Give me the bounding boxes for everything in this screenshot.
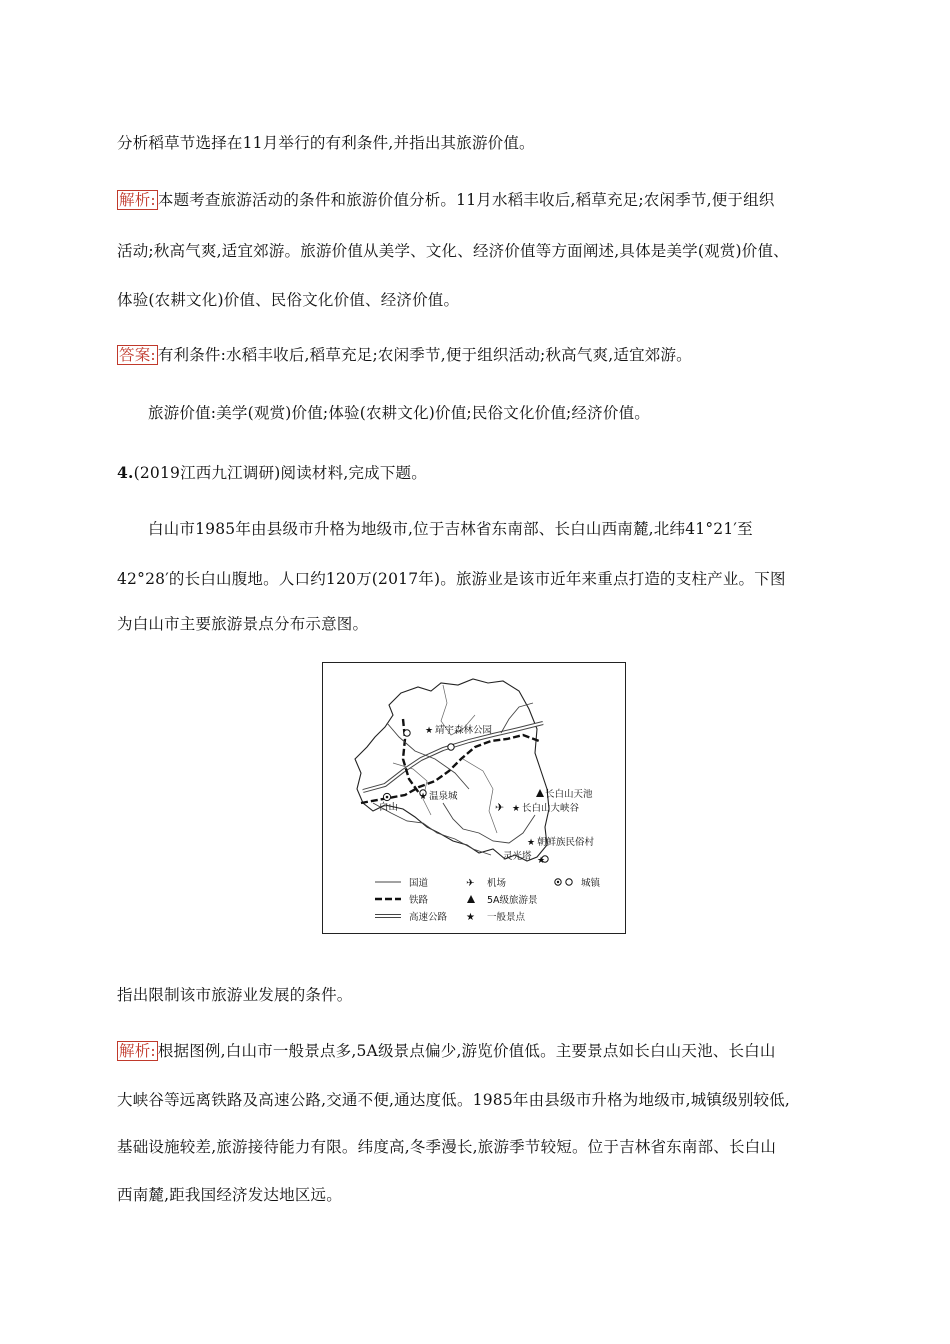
county-line — [393, 763, 431, 815]
q4-analysis-line-1 — [117, 1039, 776, 1061]
analysis-tag: 解析: — [119, 191, 156, 209]
spot-icon: ★ — [537, 856, 546, 866]
legend-5a-icon — [467, 895, 475, 903]
town — [448, 744, 454, 750]
label-tianchi: 长白山天池 — [545, 789, 593, 800]
analysis-text: 本题考查旅游活动的条件和旅游价值分析。11月水稻丰收后,稻草充足;农闲季节,便于组织 — [157, 191, 775, 209]
legend-scenic-5a: 5A级旅游景 — [487, 895, 538, 906]
q3-analysis-line-3: 体验(农耕文化)价值、民俗文化价值、经济价值。 — [117, 291, 460, 309]
q4-number: 4. — [117, 463, 134, 482]
spot-icon: ★ — [512, 804, 521, 814]
map-svg — [323, 663, 625, 933]
answer-text: 有利条件:水稻丰收后,稻草充足;农闲季节,便于组织活动;秋高气爽,适宜郊游。 — [157, 346, 692, 364]
q4-question: 指出限制该市旅游业发展的条件。 — [117, 986, 353, 1004]
legend-expressway: 高速公路 — [409, 912, 448, 923]
q4-analysis-line-3: 基础设施较差,旅游接待能力有限。纬度高,冬季漫长,旅游季节较短。位于吉林省东南部、长白山 — [117, 1138, 777, 1156]
q4-material-line-3: 为白山市主要旅游景点分布示意图。 — [117, 615, 369, 633]
q4-header-text: (2019江西九江调研)阅读材料,完成下题。 — [133, 464, 427, 482]
legend-spot-icon: ★ — [466, 912, 475, 923]
legend-airport: 机场 — [487, 878, 507, 889]
q3-question: 分析稻草节选择在11月举行的有利条件,并指出其旅游价值。 — [117, 134, 535, 152]
label-lingguang: 灵光塔 — [503, 851, 532, 862]
q4-analysis-line-2: 大峡谷等远离铁路及高速公路,交通不便,通达度低。1985年由县级市升格为地级市,城镇级别较低, — [117, 1091, 791, 1109]
map-legend — [375, 877, 602, 923]
q3-analysis-line-2: 活动;秋高气爽,适宜郊游。旅游价值从美学、文化、经济价值等方面阐述,具体是美学(观赏)价值、 — [117, 242, 789, 260]
town-jingyu — [404, 730, 410, 736]
spot-icon: ★ — [419, 792, 428, 802]
label-jingyu: 靖宇森林公园 — [435, 725, 493, 736]
tourism-map — [322, 662, 626, 934]
q3-answer-line-1 — [117, 343, 692, 365]
legend-general-spot: 一般景点 — [487, 912, 526, 923]
legend-town: 城镇 — [581, 878, 601, 889]
spot-icon: ★ — [527, 838, 536, 848]
county-line — [463, 759, 497, 833]
analysis-tag: 解析: — [119, 1042, 156, 1060]
airport-icon: ✈ — [495, 801, 505, 814]
label-xiagu: 长白山大峡谷 — [522, 803, 580, 814]
legend-national-road: 国道 — [409, 878, 429, 889]
q4-analysis-line-4: 西南麓,距我国经济发达地区远。 — [117, 1186, 342, 1204]
analysis-text: 根据图例,白山市一般景点多,5A级景点偏少,游览价值低。主要景点如长白山天池、长白山 — [157, 1042, 776, 1060]
q4-header — [117, 461, 427, 483]
scenic-5a-icon — [536, 789, 544, 797]
q4-material-line-2: 42°28′的长白山腹地。人口约120万(2017年)。旅游业是该市近年来重点打造的支柱产业。下图 — [117, 570, 786, 588]
q3-answer-line-2: 旅游价值:美学(观赏)价值;体验(农耕文化)价值;民俗文化价值;经济价值。 — [148, 404, 650, 422]
q4-material-line-1: 白山市1985年由县级市升格为地级市,位于吉林省东南部、长白山西南麓,北纬41°21′至 — [148, 520, 753, 538]
answer-tag: 答案: — [119, 346, 156, 364]
spot-icon: ★ — [425, 726, 434, 736]
legend-railway: 铁路 — [409, 895, 429, 906]
legend-airport-icon: ✈ — [466, 878, 475, 889]
label-baishan: 白山 — [379, 802, 399, 813]
q3-analysis-line-1 — [117, 188, 775, 210]
label-chaoxian: 朝鲜族民俗村 — [537, 837, 595, 848]
label-wenquan: 温泉城 — [429, 791, 458, 802]
